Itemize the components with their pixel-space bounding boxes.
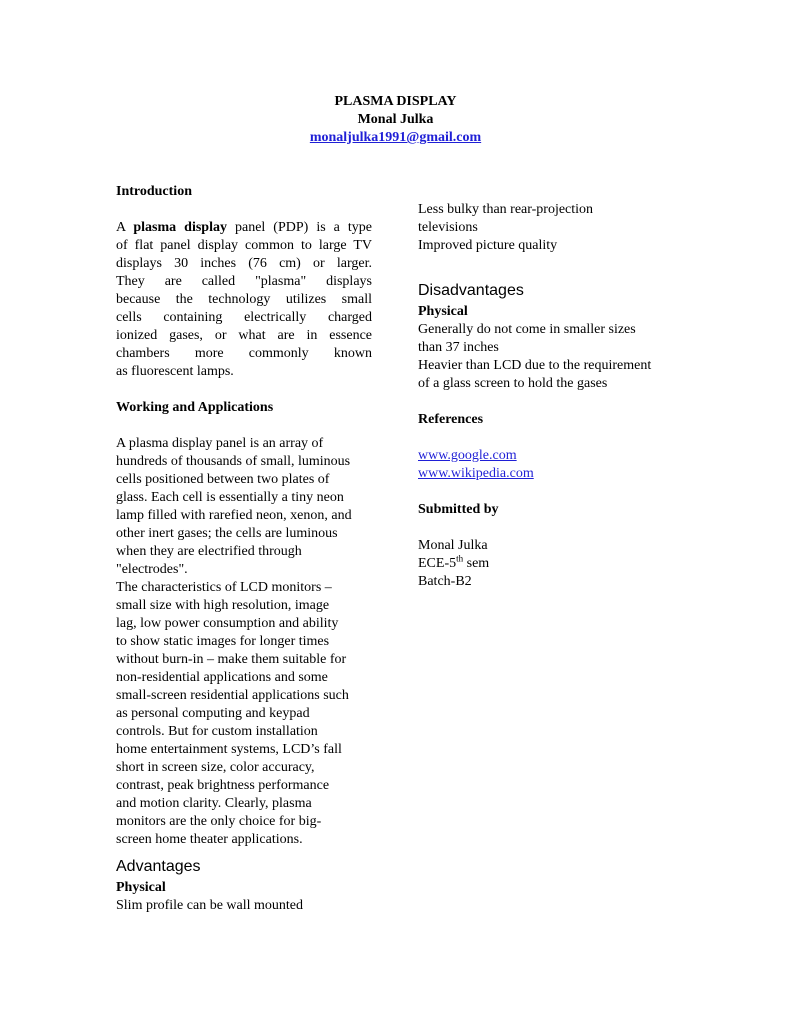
advantages-item: Slim profile can be wall mounted (116, 898, 304, 913)
working-line: small size with high resolution, image (116, 598, 330, 613)
intro-text-b: panel (PDP) is a type (226, 220, 373, 235)
working-line: A plasma display panel is an array of (116, 436, 324, 451)
document-header (0, 93, 791, 147)
class-superscript: th (456, 553, 464, 564)
working-line: screen home theater applications. (116, 832, 303, 847)
working-line: and motion clarity. Clearly, plasma (116, 796, 312, 811)
class-prefix: ECE-5 (418, 556, 457, 571)
reference-link-wikipedia[interactable]: www.wikipedia.com (418, 466, 534, 481)
disadvantages-item: Heavier than LCD due to the requirement (418, 358, 652, 373)
advantages-item: Improved picture quality (418, 238, 558, 253)
working-line: to show static images for longer times (116, 634, 330, 649)
working-line: home entertainment systems, LCD’s fall (116, 742, 342, 757)
intro-line: of flat panel display common to large TV (116, 238, 372, 253)
intro-line: as fluorescent lamps. (116, 364, 234, 379)
working-line: "electrodes". (116, 562, 188, 577)
working-line: non-residential applications and some (116, 670, 328, 685)
working-line: monitors are the only choice for big- (116, 814, 322, 829)
working-line: short in screen size, color accuracy, (116, 760, 315, 775)
working-line: controls. But for custom installation (116, 724, 318, 739)
intro-line: They are called "plasma" displays (116, 274, 372, 289)
intro-bold-term: plasma display (133, 220, 227, 235)
working-line: contrast, peak brightness performance (116, 778, 330, 793)
intro-text-a: A (116, 220, 134, 235)
left-column (116, 183, 372, 915)
submitted-by-heading: Submitted by (418, 502, 499, 517)
advantages-item: Less bulky than rear-projection (418, 202, 594, 217)
intro-line: displays 30 inches (76 cm) or larger. (116, 256, 372, 271)
right-column (418, 201, 680, 591)
disadvantages-item: than 37 inches (418, 340, 499, 355)
author-email-link[interactable]: monaljulka1991@gmail.com (309, 130, 482, 145)
working-line: hundreds of thousands of small, luminous (116, 454, 351, 469)
advantages-heading: Advantages (116, 858, 201, 875)
working-line: when they are electrified through (116, 544, 302, 559)
submitter-class (418, 555, 680, 573)
references-heading: References (418, 412, 484, 427)
disadvantages-item: Generally do not come in smaller sizes (418, 322, 636, 337)
document-title: PLASMA DISPLAY (334, 94, 457, 109)
advantages-subheading: Physical (116, 880, 166, 895)
author-name: Monal Julka (357, 112, 434, 127)
intro-first-line (116, 219, 372, 237)
working-line: small-screen residential applications such (116, 688, 349, 703)
disadvantages-subheading: Physical (418, 304, 468, 319)
class-suffix: sem (463, 556, 490, 571)
advantages-item: televisions (418, 220, 478, 235)
introduction-heading: Introduction (116, 184, 192, 199)
reference-link-google[interactable]: www.google.com (418, 448, 517, 463)
intro-line: ionized gases, or what are in essence (116, 328, 372, 343)
working-line: as personal computing and keypad (116, 706, 310, 721)
intro-line: cells containing electrically charged (116, 310, 372, 325)
submitter-batch: Batch-B2 (418, 574, 472, 589)
working-line: other inert gases; the cells are luminous (116, 526, 338, 541)
working-line: lag, low power consumption and ability (116, 616, 339, 631)
intro-line: because the technology utilizes small (116, 292, 372, 307)
working-line: without burn-in – make them suitable for (116, 652, 347, 667)
disadvantages-item: of a glass screen to hold the gases (418, 376, 608, 391)
working-heading: Working and Applications (116, 400, 274, 415)
working-line: lamp filled with rarefied neon, xenon, and (116, 508, 352, 523)
submitter-name: Monal Julka (418, 538, 488, 553)
disadvantages-heading: Disadvantages (418, 282, 524, 299)
intro-line: chambers more commonly known (116, 346, 372, 361)
working-line: The characteristics of LCD monitors – (116, 580, 332, 595)
working-line: glass. Each cell is essentially a tiny neon (116, 490, 344, 505)
working-line: cells positioned between two plates of (116, 472, 330, 487)
